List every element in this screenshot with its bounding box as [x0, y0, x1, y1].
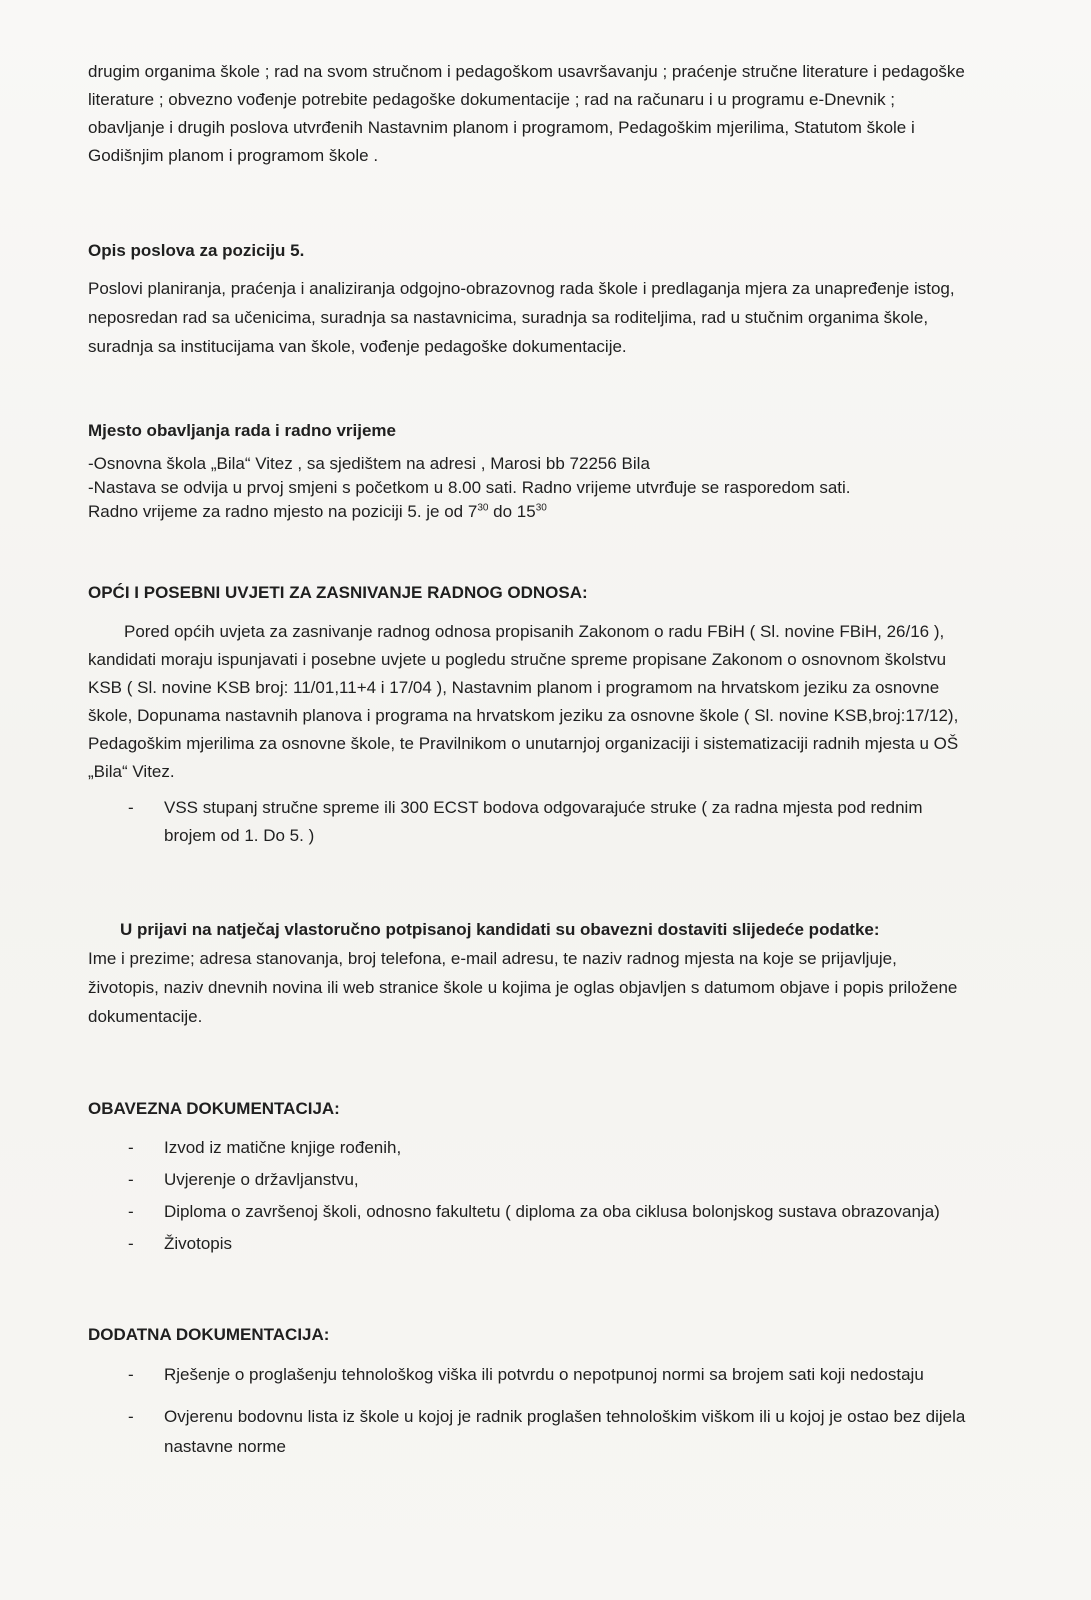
workplace-sup1: 30 [477, 502, 489, 514]
workplace-sup2: 30 [535, 502, 547, 514]
workplace-section [88, 418, 968, 524]
application-intro: U prijavi na natječaj vlastoručno potpisanoj kandidati su obavezni dostaviti slijedeće podatke: [120, 920, 880, 939]
conditions-heading: OPĆI I POSEBNI UVJETI ZA ZASNIVANJE RADNOG ODNOSA: [88, 583, 588, 602]
workplace-line3-mid: do 15 [488, 502, 536, 521]
intro-text: drugim organima škole ; rad na svom stručnom i pedagoškom usavršavanju ; praćenje stručne literature i pedagoške literature ; obvezno vođenje potrebite pedagoške dokumentacije ; rad na računaru i u programu e-Dnevnik ; obavljanje i drugih poslova utvrđenih Nastavnim planom i programom, Pedagoškim mjerilima, Statutom škole i Godišnjim planom i programom škole . [88, 62, 965, 165]
additional-doc-item: - Ovjerenu bodovnu lista iz škole u kojoj je radnik proglašen tehnološkim viškom ili u kojoj je ostao bez dijela nastavne norme [88, 1402, 968, 1462]
workplace-line1: -Osnovna škola „Bila“ Vitez , sa sjedištem na adresi , Marosi bb 72256 Bila [88, 454, 650, 473]
additional-docs-list [88, 1360, 968, 1462]
application-section [88, 916, 968, 1031]
workplace-line3-prefix: Radno vrijeme za radno mjesto na poziciji 5. je od 7 [88, 502, 478, 521]
conditions-item: - VSS stupanj stručne spreme ili 300 ECST bodova odgovarajuće struke ( za radna mjesta pod rednim brojem od 1. Do 5. ) [88, 794, 968, 850]
mandatory-docs-heading: OBAVEZNA DOKUMENTACIJA: [88, 1099, 340, 1118]
mandatory-doc-item: - Izvod iz matične knjige rođenih, [88, 1134, 968, 1162]
mandatory-doc-item: - Diploma o završenoj školi, odnosno fakultetu ( diploma za oba ciklusa bolonjskog sustava obrazovanja) [88, 1198, 968, 1226]
workplace-line3 [88, 500, 968, 524]
conditions-text: Pored općih uvjeta za zasnivanje radnog odnosa propisanih Zakonom o radu FBiH ( Sl. novine FBiH, 26/16 ), kandidati moraju ispunjavati i posebne uvjete u pogledu stručne spreme propisane Zakonom o osnovnom školstvu KSB ( Sl. novine KSB broj: 11/01,11+4 i 17/04 ), Nastavnim planom i programom na hrvatskom jeziku za osnovne škole, Dopunama nastavnih planova i programa na hrvatskom jeziku za osnovne škole ( Sl. novine KSB,broj:17/12), Pedagoškim mjerilima za osnovne škole, te Pravilnikom o unutarnjoj organizaciji i sistematizaciji radnih mjesta u OŠ „Bila“ Vitez. [88, 622, 959, 781]
workplace-line2: -Nastava se odvija u prvoj smjeni s početkom u 8.00 sati. Radno vrijeme utvrđuje se rasporedom sati. [88, 478, 851, 497]
additional-docs-heading: DODATNA DOKUMENTACIJA: [88, 1325, 330, 1344]
conditions-list [88, 794, 968, 850]
intro-paragraph [88, 58, 968, 170]
mandatory-docs-section [88, 1096, 968, 1262]
mandatory-docs-list [88, 1134, 968, 1258]
position5-heading: Opis poslova za poziciju 5. [88, 241, 305, 260]
position5-text: Poslovi planiranja, praćenja i analiziranja odgojno-obrazovnog rada škole i predlaganja mjera za unapređenje istog, neposredan rad sa učenicima, suradnja sa nastavnicima, suradnja sa roditeljima, rad u stučnim organima škole, suradnja sa institucijama van škole, vođenje pedagoške dokumentacije. [88, 279, 955, 356]
mandatory-doc-item: - Životopis [88, 1230, 968, 1258]
additional-doc-item: - Rješenje o proglašenju tehnološkog viška ili potvrdu o nepotpunoj normi sa brojem sati koji nedostaju [88, 1360, 968, 1390]
position5-section [88, 238, 968, 361]
workplace-heading: Mjesto obavljanja rada i radno vrijeme [88, 421, 396, 440]
additional-docs-section [88, 1322, 968, 1466]
mandatory-doc-item: - Uvjerenje o državljanstvu, [88, 1166, 968, 1194]
conditions-section [88, 580, 968, 854]
application-text: Ime i prezime; adresa stanovanja, broj telefona, e-mail adresu, te naziv radnog mjesta na koje se prijavljuje, životopis, naziv dnevnih novina ili web stranice škole u kojima je oglas objavljen s datumom objave i popis priložene dokumentacije. [88, 949, 958, 1026]
